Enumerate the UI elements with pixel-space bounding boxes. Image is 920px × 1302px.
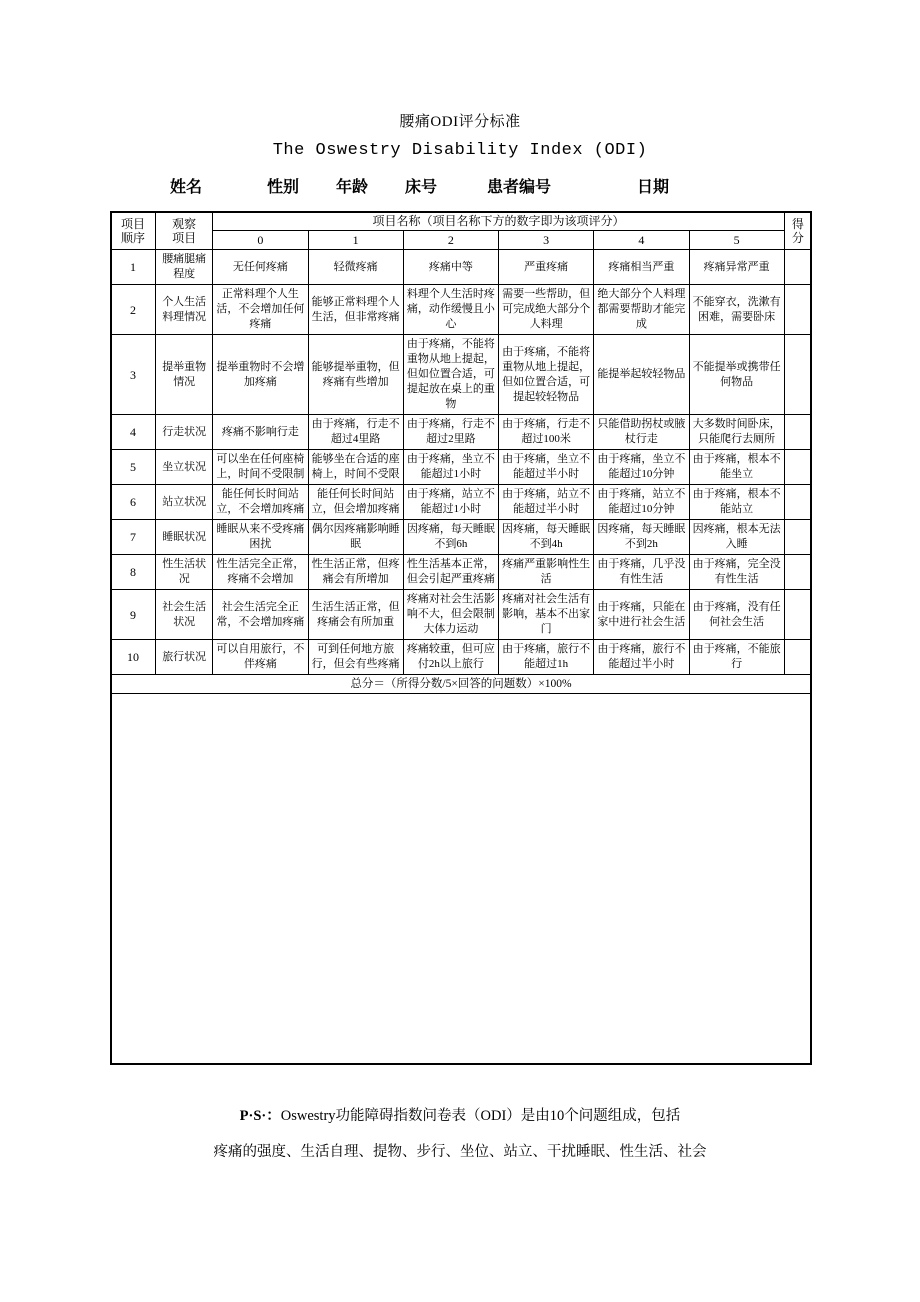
row-seq: 9	[111, 590, 156, 640]
row-option-0[interactable]: 可以坐在任何座椅上，时间不受限制	[213, 450, 308, 485]
row-seq: 6	[111, 485, 156, 520]
row-option-4[interactable]: 绝大部分个人料理都需要帮助才能完成	[594, 285, 689, 335]
header-score-value-5: 5	[689, 231, 784, 250]
row-option-3[interactable]: 疼痛对社会生活有影响，基本不出家门	[499, 590, 594, 640]
row-item: 性生活状况	[156, 555, 213, 590]
row-option-2[interactable]: 疼痛对社会生活影响不大，但会限制大体力运动	[403, 590, 498, 640]
row-option-1[interactable]: 轻微疼痛	[308, 250, 403, 285]
patient-field-age: 年龄	[336, 179, 369, 196]
row-option-4[interactable]: 因疼痛，每天睡眠不到2h	[594, 520, 689, 555]
table-row	[111, 335, 812, 415]
row-option-0[interactable]: 性生活完全正常，疼痛不会增加	[213, 555, 308, 590]
row-item: 睡眠状况	[156, 520, 213, 555]
header-seq-line1: 项目	[121, 216, 146, 231]
row-option-0[interactable]: 无任何疼痛	[213, 250, 308, 285]
row-item: 个人生活料理情况	[156, 285, 213, 335]
page-title-cn: 腰痛ODI评分标准	[399, 114, 521, 130]
row-seq: 7	[111, 520, 156, 555]
row-score-input[interactable]	[784, 485, 811, 520]
row-option-3[interactable]: 由于疼痛，行走不超过100米	[499, 415, 594, 450]
row-option-0[interactable]: 能任何长时间站立，不会增加疼痛	[213, 485, 308, 520]
row-option-5[interactable]: 不能穿衣，洗漱有困难，需要卧床	[689, 285, 784, 335]
row-option-4[interactable]: 由于疼痛，站立不能超过10分钟	[594, 485, 689, 520]
row-option-5[interactable]: 由于疼痛，根本不能站立	[689, 485, 784, 520]
row-option-2[interactable]: 由于疼痛，行走不超过2里路	[403, 415, 498, 450]
header-item-line2: 项目	[172, 230, 197, 245]
row-option-3[interactable]: 由于疼痛，旅行不能超过1h	[499, 640, 594, 675]
patient-field-bed: 床号	[405, 179, 438, 196]
table-header-row-2	[111, 231, 812, 250]
row-option-5[interactable]: 由于疼痛，根本不能坐立	[689, 450, 784, 485]
header-score-value-0: 0	[213, 231, 308, 250]
row-option-1[interactable]: 可到任何地方旅行，但会有些疼痛	[308, 640, 403, 675]
table-row	[111, 450, 812, 485]
row-option-2[interactable]: 疼痛中等	[403, 250, 498, 285]
row-seq: 8	[111, 555, 156, 590]
row-option-2[interactable]: 由于疼痛，站立不能超过1小时	[403, 485, 498, 520]
row-option-1[interactable]: 生活生活正常，但疼痛会有所加重	[308, 590, 403, 640]
table-body	[111, 250, 812, 694]
table-row	[111, 520, 812, 555]
row-option-5[interactable]: 不能提举或携带任何物品	[689, 335, 784, 415]
footer-note-line-1	[110, 1098, 810, 1134]
footer-note-line-1-text: Oswestry功能障碍指数问卷表（ODI）是由10个问题组成，包括	[280, 1108, 681, 1124]
row-option-0[interactable]: 可以自用旅行，不伴疼痛	[213, 640, 308, 675]
row-item: 腰痛腿痛程度	[156, 250, 213, 285]
table-row	[111, 555, 812, 590]
row-option-5[interactable]: 因疼痛，根本无法入睡	[689, 520, 784, 555]
row-seq: 2	[111, 285, 156, 335]
row-option-5[interactable]: 疼痛异常严重	[689, 250, 784, 285]
row-seq: 10	[111, 640, 156, 675]
row-score-input[interactable]	[784, 415, 811, 450]
row-score-input[interactable]	[784, 450, 811, 485]
row-option-5[interactable]: 由于疼痛，完全没有性生活	[689, 555, 784, 590]
table-row	[111, 590, 812, 640]
table-row	[111, 640, 812, 675]
table-header-row-1	[111, 212, 812, 231]
row-option-1[interactable]: 能够坐在合适的座椅上，时间不受限	[308, 450, 403, 485]
row-score-input[interactable]	[784, 520, 811, 555]
row-option-3[interactable]: 因疼痛，每天睡眠不到4h	[499, 520, 594, 555]
row-option-2[interactable]: 由于疼痛，坐立不能超过1小时	[403, 450, 498, 485]
header-score-value-2: 2	[403, 231, 498, 250]
row-score-input[interactable]	[784, 640, 811, 675]
row-option-4[interactable]: 由于疼痛，几乎没有性生活	[594, 555, 689, 590]
row-score-input[interactable]	[784, 335, 811, 415]
row-option-1[interactable]: 偶尔因疼痛影响睡眠	[308, 520, 403, 555]
table-total-row	[111, 675, 812, 694]
row-item: 站立状况	[156, 485, 213, 520]
table-row	[111, 250, 812, 285]
row-option-3[interactable]: 严重疼痛	[499, 250, 594, 285]
row-option-5[interactable]: 由于疼痛，不能旅行	[689, 640, 784, 675]
row-option-1[interactable]: 能够正常料理个人生活，但非常疼痛	[308, 285, 403, 335]
row-option-1[interactable]: 能够提举重物，但疼痛有些增加	[308, 335, 403, 415]
header-score-line1: 得	[791, 216, 804, 231]
row-score-input[interactable]	[784, 250, 811, 285]
row-option-2[interactable]: 由于疼痛，不能将重物从地上提起，但如位置合适，可提起放在桌上的重物	[403, 335, 498, 415]
row-option-4[interactable]: 能提举起较轻物品	[594, 335, 689, 415]
row-option-0[interactable]: 社会生活完全正常，不会增加疼痛	[213, 590, 308, 640]
row-option-2[interactable]: 疼痛较重，但可应付2h以上旅行	[403, 640, 498, 675]
row-option-2[interactable]: 因疼痛，每天睡眠不到6h	[403, 520, 498, 555]
patient-field-date: 日期	[637, 179, 670, 196]
row-score-input[interactable]	[784, 590, 811, 640]
row-option-3[interactable]: 由于疼痛，不能将重物从地上提起，但如位置合适，可提起较轻物品	[499, 335, 594, 415]
row-option-2[interactable]: 料理个人生活时疼痛，动作缓慢且小心	[403, 285, 498, 335]
row-option-3[interactable]: 由于疼痛，坐立不能超过半小时	[499, 450, 594, 485]
row-option-5[interactable]: 大多数时间卧床，只能爬行去厕所	[689, 415, 784, 450]
row-item: 坐立状况	[156, 450, 213, 485]
patient-info-row	[170, 176, 750, 200]
patient-field-name: 姓名	[170, 179, 203, 196]
table-row	[111, 415, 812, 450]
page-title-en: The Oswestry Disability Index (ODI)	[272, 141, 648, 160]
patient-field-id: 患者编号	[487, 179, 552, 196]
header-item	[156, 212, 213, 250]
footer-note	[110, 1098, 810, 1170]
table-head	[111, 212, 812, 250]
row-score-input[interactable]	[784, 285, 811, 335]
row-option-1[interactable]: 性生活正常，但疼痛会有所增加	[308, 555, 403, 590]
row-option-2[interactable]: 性生活基本正常，但会引起严重疼痛	[403, 555, 498, 590]
footer-ps-label: P·S·：	[239, 1108, 281, 1124]
row-item: 行走状况	[156, 415, 213, 450]
row-option-1[interactable]: 由于疼痛，行走不超过4里路	[308, 415, 403, 450]
row-option-4[interactable]: 只能借助拐杖或腋杖行走	[594, 415, 689, 450]
row-option-4[interactable]: 由于疼痛，只能在家中进行社会生活	[594, 590, 689, 640]
header-item-line1: 观察	[172, 216, 197, 231]
header-score-line2: 分	[791, 230, 804, 245]
row-seq: 4	[111, 415, 156, 450]
header-score-value-3: 3	[499, 231, 594, 250]
row-option-5[interactable]: 由于疼痛，没有任何社会生活	[689, 590, 784, 640]
total-formula: 总分＝（所得分数/5×回答的问题数）×100%	[111, 675, 812, 694]
row-option-1[interactable]: 能任何长时间站立，但会增加疼痛	[308, 485, 403, 520]
row-seq: 1	[111, 250, 156, 285]
row-score-input[interactable]	[784, 555, 811, 590]
odi-score-table	[110, 211, 812, 694]
row-option-3[interactable]: 需要一些帮助，但可完成绝大部分个人料理	[499, 285, 594, 335]
row-option-0[interactable]: 提举重物时不会增加疼痛	[213, 335, 308, 415]
header-score	[784, 212, 811, 250]
table-row	[111, 485, 812, 520]
header-seq	[111, 212, 156, 250]
header-score-value-4: 4	[594, 231, 689, 250]
table-row	[111, 285, 812, 335]
row-option-0[interactable]: 疼痛不影响行走	[213, 415, 308, 450]
row-option-0[interactable]: 正常料理个人生活，不会增加任何疼痛	[213, 285, 308, 335]
row-item: 提举重物情况	[156, 335, 213, 415]
row-seq: 5	[111, 450, 156, 485]
row-item: 社会生活状况	[156, 590, 213, 640]
patient-field-gender: 性别	[267, 179, 300, 196]
header-score-value-1: 1	[308, 231, 403, 250]
row-option-4[interactable]: 由于疼痛，旅行不能超过半小时	[594, 640, 689, 675]
row-option-0[interactable]: 睡眠从来不受疼痛困扰	[213, 520, 308, 555]
row-option-3[interactable]: 疼痛严重影响性生活	[499, 555, 594, 590]
row-option-4[interactable]: 由于疼痛，坐立不能超过10分钟	[594, 450, 689, 485]
row-option-4[interactable]: 疼痛相当严重	[594, 250, 689, 285]
row-option-3[interactable]: 由于疼痛，站立不能超过半小时	[499, 485, 594, 520]
footer-note-line-2: 疼痛的强度、生活自理、提物、步行、坐位、站立、干扰睡眠、性生活、社会	[213, 1144, 707, 1160]
row-item: 旅行状况	[156, 640, 213, 675]
header-seq-line2: 顺序	[121, 230, 146, 245]
header-group-title: 项目名称（项目名称下方的数字即为该项评分）	[213, 212, 785, 231]
row-seq: 3	[111, 335, 156, 415]
